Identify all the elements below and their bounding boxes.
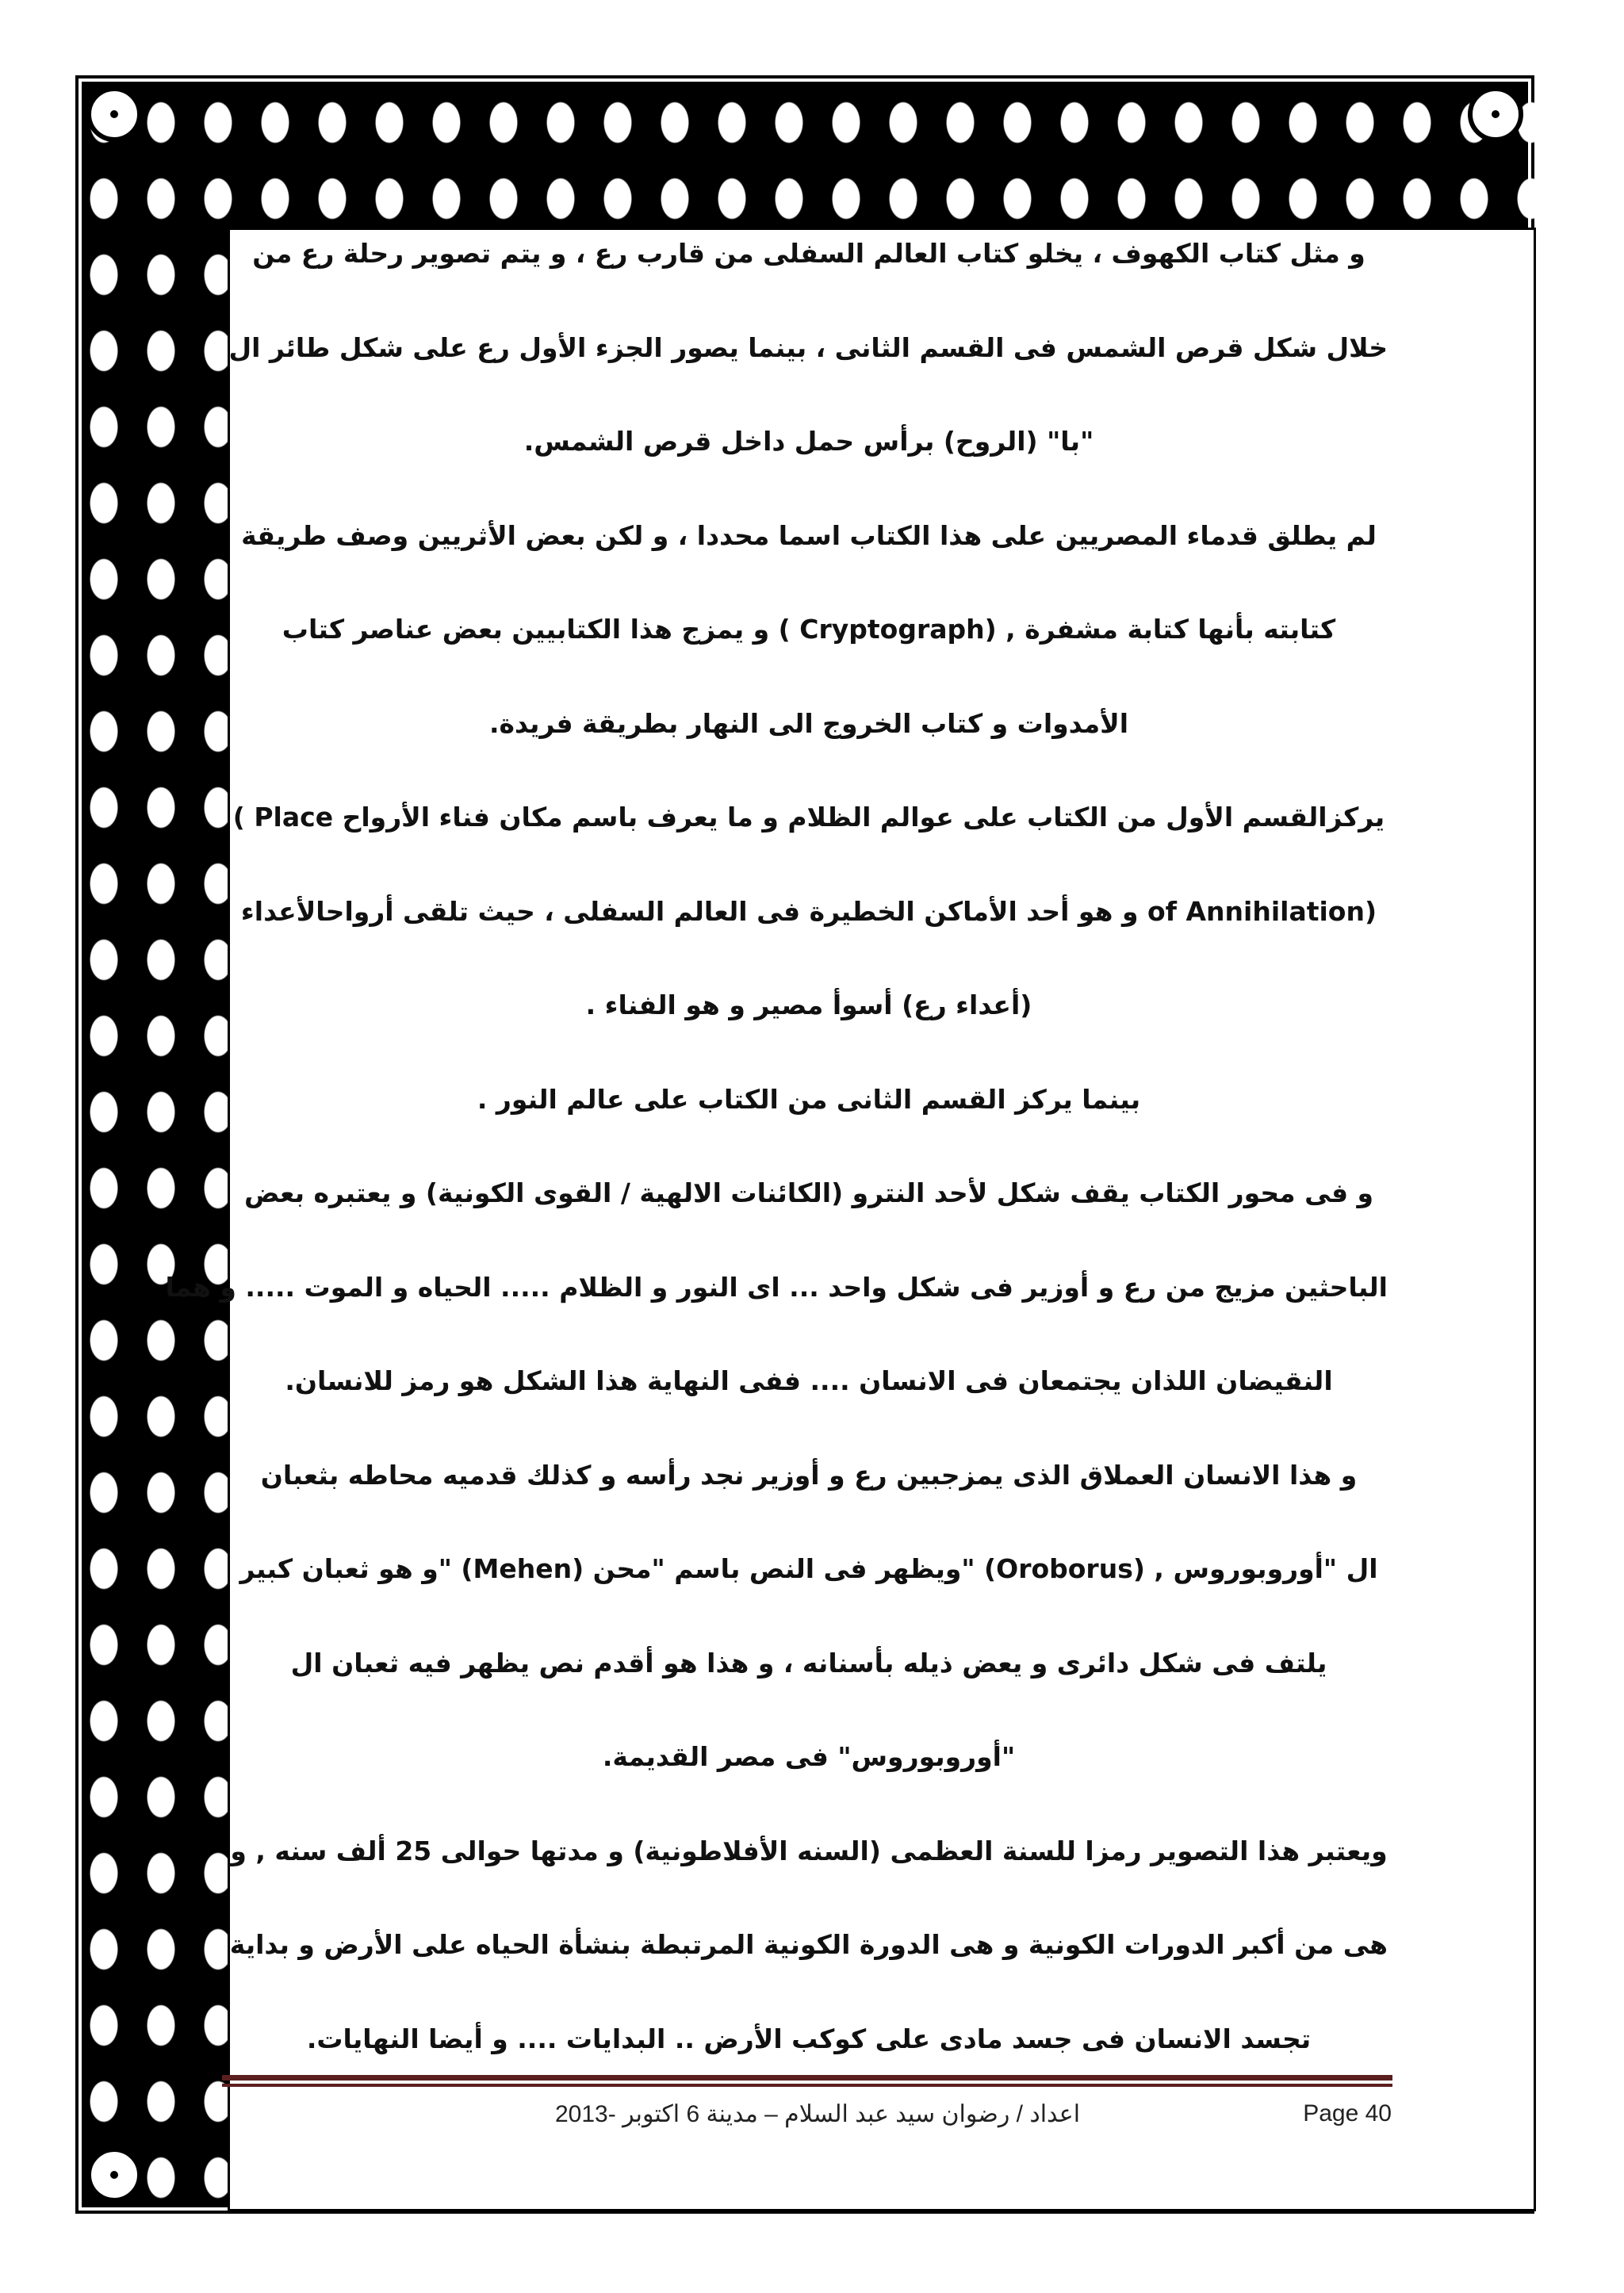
text-line: ال "أوروبوروس , (Oroborus) "ويظهر فى النص باسم "محن (Mehen) "و هو ثعبان كبير <box>239 1553 1378 1584</box>
footer-divider <box>222 2075 1392 2087</box>
text-line: "أوروبوروس" فى مصر القديمة. <box>602 1741 1016 1772</box>
corner-flower-icon <box>1468 86 1523 142</box>
text-line: (of Annihilation و هو أحد الأماكن الخطيرة فى العالم السفلى ، حيث تلقى أرواحالأعداء <box>240 895 1377 927</box>
text-line: يلتف فى شكل دائرى و يعض ذيله بأسنانه ، و هذا هو أقدم نص يظهر فيه ثعبان ال <box>290 1647 1327 1679</box>
text-line: ويعتبر هذا التصوير رمزا للسنة العظمى (السنه الأفلاطونية) و مدتها حوالى 25 ألف سنه , و <box>230 1835 1388 1866</box>
text-line: لم يطلق قدماء المصريين على هذا الكتاب اسما محددا ، و لكن بعض الأثريين وصف طريقة <box>241 519 1377 551</box>
text-line: بينما يركز القسم الثانى من الكتاب على عالم النور . <box>477 1083 1141 1115</box>
text-line: النقيضان اللذان يجتمعان فى الانسان .... ففى النهاية هذا الشكل هو رمز للانسان. <box>285 1365 1333 1396</box>
text-line: يركزالقسم الأول من الكتاب على عوالم الظلام و ما يعرف باسم مكان فناء الأرواح Place ) <box>232 802 1385 833</box>
text-line: "با" (الروح) برأس حمل داخل قرص الشمس. <box>523 426 1094 457</box>
body-text <box>165 230 1388 2109</box>
text-line: و هذا الانسان العملاق الذى يمزجبين رع و أوزير نجد رأسه و كذلك قدميه محاطه بثعبان <box>260 1459 1358 1491</box>
text-line: و فى محور الكتاب يقف شكل لأحد النترو (الكائنات الالهية / القوى الكونية) و يعتبره بعض <box>243 1177 1374 1208</box>
corner-flower-icon <box>86 2147 142 2203</box>
page-footer <box>555 2096 1392 2137</box>
text-line: الأمدوات و كتاب الخروج الى النهار بطريقة فريدة. <box>488 707 1129 739</box>
text-line: هى من أكبر الدورات الكونية و هى الدورة الكونية المرتبطة بنشأة الحياه على الأرض و بداية <box>229 1929 1388 1960</box>
text-line: الباحثين مزيج من رع و أوزير فى شكل واحد ... اى النور و الظلام ..... الحياه و الموت ..... و هما <box>165 1271 1388 1303</box>
text-line: تجسد الانسان فى جسد مادى على كوكب الأرض .. البدايات .... و أيضا النهايات. <box>306 2023 1312 2054</box>
footer-credit: اعداد / رضوان سيد عبد السلام – مدينة 6 اكتوبر -2013 <box>555 2101 1081 2127</box>
text-line: و مثل كتاب الكهوف ، يخلو كتاب العالم السفلى من قارب رع ، و يتم تصوير رحلة رع من <box>252 238 1365 269</box>
text-line: خلال شكل قرص الشمس فى القسم الثانى ، بينما يصور الجزء الأول رع على شكل طائر ال <box>228 331 1388 363</box>
corner-flower-icon <box>86 86 142 142</box>
page-number: Page 40 <box>1303 2100 1392 2126</box>
text-line: كتابته بأنها كتابة مشفرة , (Cryptograph ) و يمزج هذا الكتابيين بعض عناصر كتاب <box>282 614 1336 645</box>
text-line: (أعداء رع) أسوأ مصير و هو الفناء . <box>585 990 1032 1020</box>
